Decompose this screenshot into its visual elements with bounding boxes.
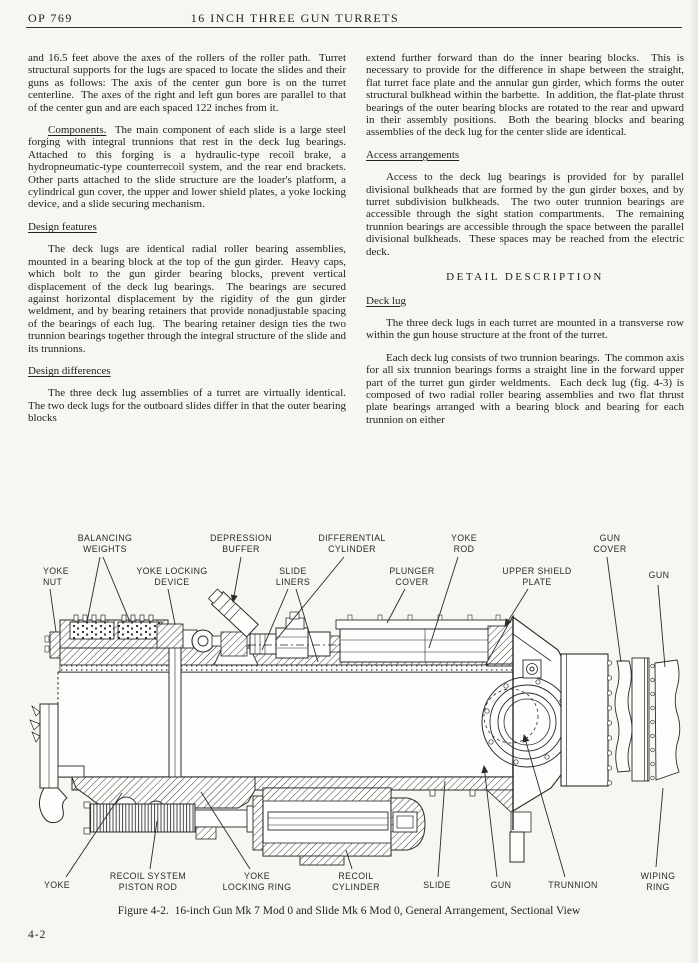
svg-text:RECOIL: RECOIL	[338, 871, 374, 881]
section-heading: Design features	[28, 220, 97, 233]
paragraph: and 16.5 feet above the axes of the rollers of the roller path. Turret structural supports for the lugs are spaced to locate the slides and their guns as follows: The axis of the center gun bore is on the turret centerline. The axes of the right and left gun bores are parallel to that of the center gun and are each spaced 122 inches from it.	[28, 52, 349, 114]
svg-text:CYLINDER: CYLINDER	[328, 544, 376, 554]
text-column-right	[366, 52, 687, 436]
paragraph: Access to the deck lug bearings is provided for by parallel divisional bulkheads that are formed by the gun girder boxes, and by turret subdivision bulkheads. The two outer trunnion bearings are accessible through the sight station compartments. The remaining trunnion bearings are accessible through the space between the parallel divisional bulkheads. These spaces may be reached from the electric deck.	[366, 171, 687, 258]
section-heading: Access arrangements	[366, 148, 460, 161]
text-column-left	[28, 52, 352, 435]
slide-liner-strip	[60, 665, 513, 672]
svg-text:UPPER SHIELD: UPPER SHIELD	[502, 566, 572, 576]
paragraph: Components. The main component of each slide is a large steel forging with integral trunnions that rest in the deck lug bearings. Attached to this forging is a hydraulic-type recoil brake, a hydropneumatic-type counterrecoil system, and the rear end brackets. Other parts attached to the slide structure are the loader's platform, a cylindrical gun cover, the upper and lower shield plates, a yoke locking device, and a slide securing mechanism.	[28, 124, 352, 211]
svg-text:COVER: COVER	[593, 544, 627, 554]
diagram-label-slide-bottom	[423, 781, 450, 890]
diagram-label-wiping-ring	[641, 788, 676, 892]
figure-diagram	[0, 515, 698, 915]
svg-text:GUN: GUN	[490, 880, 512, 890]
page-number: 4-2	[28, 929, 47, 941]
svg-text:COVER: COVER	[395, 577, 429, 587]
svg-text:DEVICE: DEVICE	[154, 577, 190, 587]
paragraph: The deck lugs are identical radial roller bearing assemblies, mounted in a bearing block at the top of the gun girder. Heavy caps, which bolt to the gun girder bearing blocks, prevent vertical displacement of the deck lug bearings. The bearings are secured against horizontal displacement by the rigidity of the gun girder weldment, and by bearing retainers that provide nonadjustable spacing of the bearings of each lug. The bearing retainer design ties the two trunnion bearings together through the integral structure of the slide and its trunnions.	[28, 243, 349, 355]
paragraph: The three deck lugs in each turret are mounted in a transverse row within the gun house structure at the front of the turret.	[366, 316, 687, 342]
svg-text:WEIGHTS: WEIGHTS	[83, 544, 127, 554]
svg-text:SLIDE: SLIDE	[423, 880, 451, 890]
yoke-plate	[169, 646, 181, 792]
svg-text:YOKE: YOKE	[243, 871, 271, 881]
diagram-label-yoke-locking-device	[136, 566, 207, 624]
svg-text:BUFFER: BUFFER	[222, 544, 260, 554]
centered-heading: DETAIL DESCRIPTION	[446, 271, 604, 284]
svg-text:CYLINDER: CYLINDER	[332, 882, 380, 892]
svg-text:BALANCING: BALANCING	[77, 533, 133, 543]
svg-text:YOKE: YOKE	[43, 880, 71, 890]
svg-text:GUN: GUN	[648, 570, 670, 580]
svg-text:PLUNGER: PLUNGER	[389, 566, 435, 576]
section-heading: Deck lug	[366, 294, 407, 307]
svg-text:RECOIL SYSTEM: RECOIL SYSTEM	[109, 871, 187, 881]
svg-text:DEPRESSION: DEPRESSION	[210, 533, 272, 543]
slide-cylinder	[561, 654, 612, 786]
header-title: 16 INCH THREE GUN TURRETS	[190, 11, 400, 25]
gun-barrel-bands	[632, 658, 654, 781]
diagram-label-gun-top	[649, 570, 670, 667]
svg-text:SLIDE: SLIDE	[279, 566, 307, 576]
svg-text:NUT: NUT	[43, 577, 63, 587]
diagram-label-gun-cover	[593, 533, 626, 662]
svg-text:LINERS: LINERS	[275, 577, 311, 587]
svg-text:LOCKING RING: LOCKING RING	[222, 882, 292, 892]
header-doc-number: OP 769	[28, 11, 73, 25]
diagram-label-balancing-weights	[78, 533, 132, 622]
paragraph: The three deck lug assemblies of a turret are virtually identical. The two deck lugs for the outboard slides differ in that the outer bearing blocks	[28, 387, 352, 425]
svg-text:RING: RING	[646, 882, 670, 892]
svg-text:YOKE: YOKE	[450, 533, 478, 543]
svg-text:YOKE LOCKING: YOKE LOCKING	[136, 566, 208, 576]
section-heading: Design differences	[28, 364, 111, 377]
diagram-label-plunger-cover	[387, 566, 435, 623]
wiping-ring-band	[655, 660, 680, 780]
paragraph: Each deck lug consists of two trunnion bearings. The common axis for all six trunnion bearings forms a straight line in the forward upper part of the turret gun girder weldments. Each deck lug (fig. 4-3) is composed of two radial roller bearing assemblies and two flat thrust plate bearings arranged with a bearing block and bearing for each trunnion on either	[366, 351, 687, 426]
header-rule	[26, 27, 682, 28]
svg-text:WIPING: WIPING	[640, 871, 676, 881]
gun-body	[58, 646, 513, 777]
paragraph: extend further forward than do the inner bearing blocks. This is necessary to provide for the difference in shape between the straight, flat turret face plate and the annular gun girder, which forms the outer structural bulkhead within the barbette. In addition, the flat-plate thrust bearings of the outer bearing blocks are rotated to the rear and upward in their assembly positions. Both the bearing blocks and bearing assemblies of the deck lug for the center slide are identical.	[366, 52, 687, 139]
svg-text:ROD: ROD	[453, 544, 475, 554]
yoke-nut-block	[50, 632, 60, 658]
gun-slide-drawing	[30, 588, 680, 865]
paragraph-lead: Components.	[48, 124, 107, 137]
recoil-cylinder-shape	[253, 788, 425, 865]
svg-text:PISTON ROD: PISTON ROD	[118, 882, 178, 892]
svg-text:GUN: GUN	[599, 533, 621, 543]
svg-text:PLATE: PLATE	[522, 577, 552, 587]
gun-cover-band	[615, 661, 632, 772]
svg-text:DIFFERENTIAL: DIFFERENTIAL	[318, 533, 386, 543]
differential-cylinder-shape	[250, 612, 340, 658]
svg-text:TRUNNION: TRUNNION	[548, 880, 598, 890]
svg-text:YOKE: YOKE	[43, 566, 70, 576]
figure-caption: Figure 4-2. 16-inch Gun Mk 7 Mod 0 and Slide Mk 6 Mod 0, General Arrangement, Sectional View	[117, 905, 581, 917]
